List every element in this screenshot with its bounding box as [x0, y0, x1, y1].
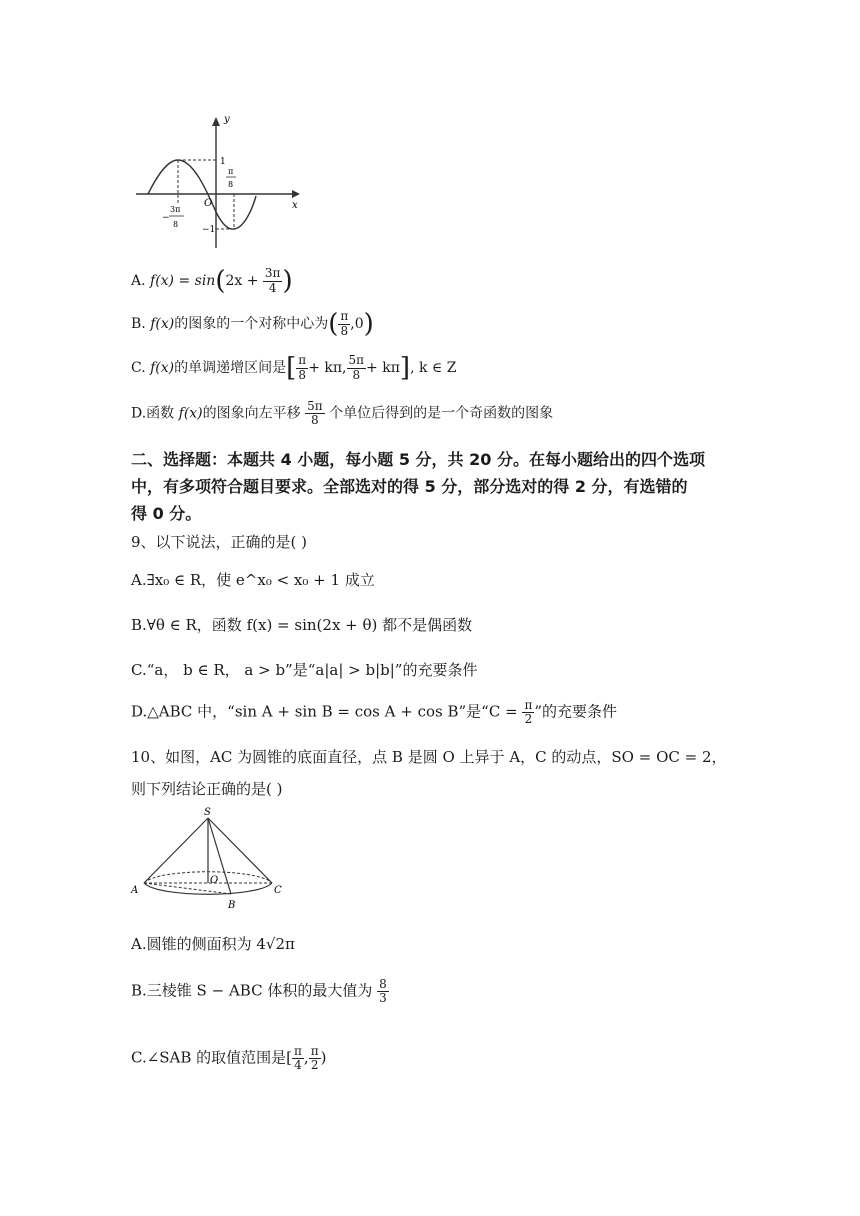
option-d: D.函数 f(x)的图象向左平移 $\frac{5\pi}{8}$ 个单位后得到的是一个奇函数的图象 — [131, 399, 554, 428]
tick-3pi-num: 3π — [170, 205, 181, 214]
q9-option-d: D.△ABC 中，“sin A + sin B = cos A + cos B”是“C = $\frac{\pi}{2}$ ”的充要条件 — [131, 698, 618, 727]
q9-option-c: C.“a， b ∈ R， a > b”是“a|a| > b|b|”的充要条件 — [131, 661, 478, 679]
cone-figure — [128, 806, 288, 912]
tick-neg-sign: − — [162, 213, 170, 223]
point-c-label: C — [274, 885, 282, 896]
option-c: C. f(x)的单调递增区间是[ $\frac{\pi}{8}$ + kπ, $\frac{5\pi}{8}$ + kπ], k ∈ Z — [131, 353, 457, 383]
sine-graph-figure — [134, 112, 306, 252]
point-b-label: B — [228, 900, 236, 911]
y-axis-label: y — [224, 114, 230, 125]
q9-stem: 9、以下说法，正确的是( ) — [131, 533, 308, 551]
tick-label-neg1: −1 — [202, 225, 216, 235]
point-a-label: A — [131, 885, 139, 896]
q9-option-a: A.∃x₀ ∈ R，使 e^x₀ < x₀ + 1 成立 — [131, 571, 375, 589]
q10-stem-line-2: 则下列结论正确的是( ) — [131, 780, 283, 798]
origin-label: O — [204, 198, 213, 209]
point-o-label: O — [210, 875, 219, 886]
tick-label-1: 1 — [220, 157, 226, 167]
cone-edge-sa — [144, 818, 208, 883]
q10-option-a: A.圆锥的侧面积为 4√2π — [131, 935, 295, 953]
section-2-line-1: 二、选择题：本题共 4 小题，每小题 5 分，共 20 分。在每小题给出的四个选项 — [131, 450, 705, 469]
x-axis-label: x — [292, 200, 298, 211]
option-b: B. f(x)的图象的一个对称中心为( $\frac{\pi}{8}$ ,0) — [131, 309, 374, 339]
option-a: A. f(x) = sin(2x + $\frac{3\pi}{4}$ ) — [131, 266, 293, 296]
tick-pi-den: 8 — [228, 180, 234, 189]
cone-base-front — [144, 883, 272, 894]
q10-stem-line-1: 10、如图，AC 为圆锥的底面直径，点 B 是圆 O 上异于 A，C 的动点，SO = OC = 2， — [131, 748, 727, 766]
y-axis-arrow-icon — [212, 117, 220, 126]
tick-pi-num: π — [228, 167, 234, 176]
section-2-line-2: 中，有多项符合题目要求。全部选对的得 5 分，部分选对的得 2 分，有选错的 — [131, 477, 688, 496]
tick-3pi-den: 8 — [173, 220, 179, 229]
q10-option-c: C.∠SAB 的取值范围是[ $\frac{\pi}{4}$ , $\frac{\pi}{2}$ ) — [131, 1044, 327, 1073]
x-axis-arrow-icon — [292, 190, 300, 198]
q10-option-b: B.三棱锥 S − ABC 体积的最大值为 $\frac{8}{3}$ — [131, 977, 387, 1006]
point-s-label: S — [204, 807, 211, 818]
q9-option-b: B.∀θ ∈ R，函数 f(x) = sin(2x + θ) 都不是偶函数 — [131, 616, 473, 634]
section-2-line-3: 得 0 分。 — [131, 504, 202, 523]
